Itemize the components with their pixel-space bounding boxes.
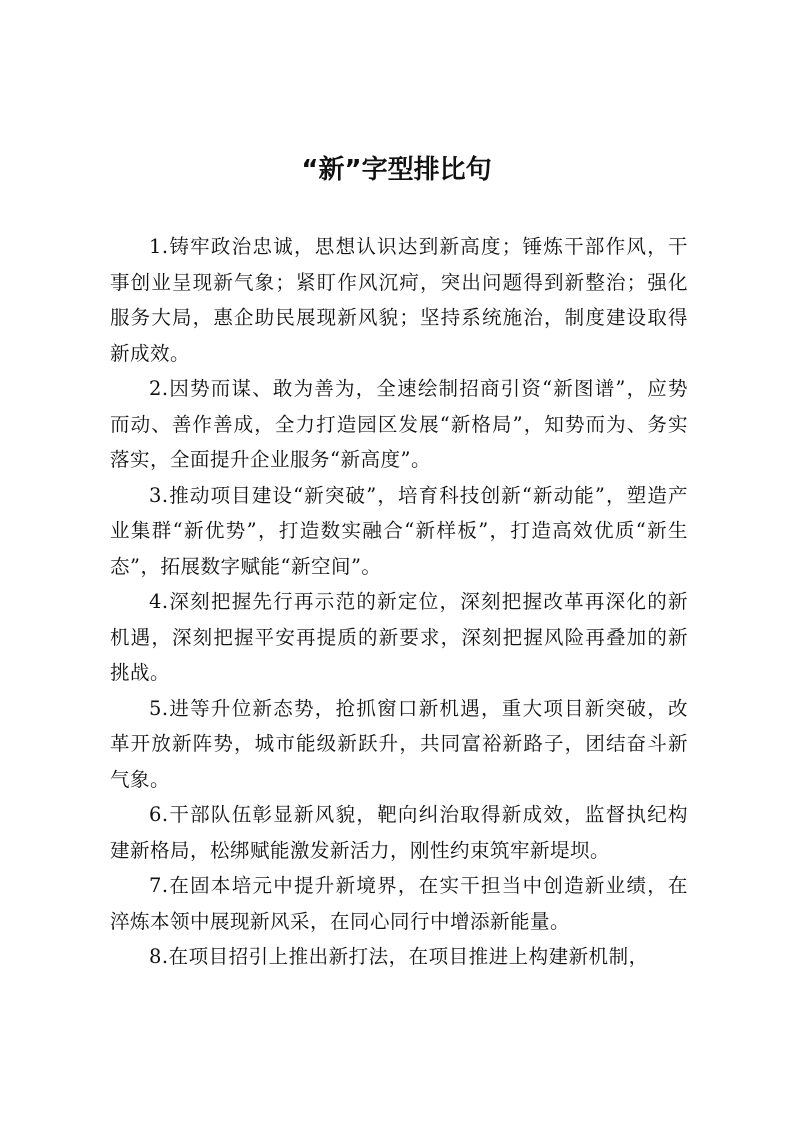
paragraph-4: 4.深刻把握先行再示范的新定位，深刻把握改革再深化的新机遇，深刻把握平安再提质的新要求，深刻把握风险再叠加的新挑战。 [110,590,688,684]
paragraph-5: 5.进等升位新态势，抢抓窗口新机遇，重大项目新突破，改革开放新阵势，城市能级新跃升，共同富裕新路子，团结奋斗新气象。 [110,696,688,791]
paragraph-3: 3.推动项目建设“新突破”，培育科技创新“新动能”，塑造产业集群“新优势”，打造数实融合“新样板”，打造高效优质“新生态”，拓展数字赋能“新空间”。 [110,483,688,578]
paragraph-8: 8.在项目招引上推出新打法，在项目推进上构建新机制， [149,945,649,968]
paragraph-1: 1.铸牢政治忠诚，思想认识达到新高度；锤炼干部作风，干事创业呈现新气象；紧盯作风沉疴，突出问题得到新整治；强化服务大局，惠企助民展现新风貌；坚持系统施治，制度建设取得新成效。 [110,235,688,365]
document-body [110,229,688,975]
paragraph-7: 7.在固本培元中提升新境界，在实干担当中创造新业绩，在淬炼本领中展现新风采，在同心同行中增添新能量。 [110,874,688,933]
document-title: “新”字型排比句 [301,155,492,185]
paragraph-6: 6.干部队伍彰显新风貌，靶向纠治取得新成效，监督执纪构建新格局，松绑赋能激发新活力，刚性约束筑牢新堤坝。 [110,803,688,862]
paragraph-2: 2.因势而谋、敢为善为，全速绘制招商引资“新图谱”，应势而动、善作善成，全力打造园区发展“新格局”，知势而为、务实落实，全面提升企业服务“新高度”。 [110,377,688,471]
